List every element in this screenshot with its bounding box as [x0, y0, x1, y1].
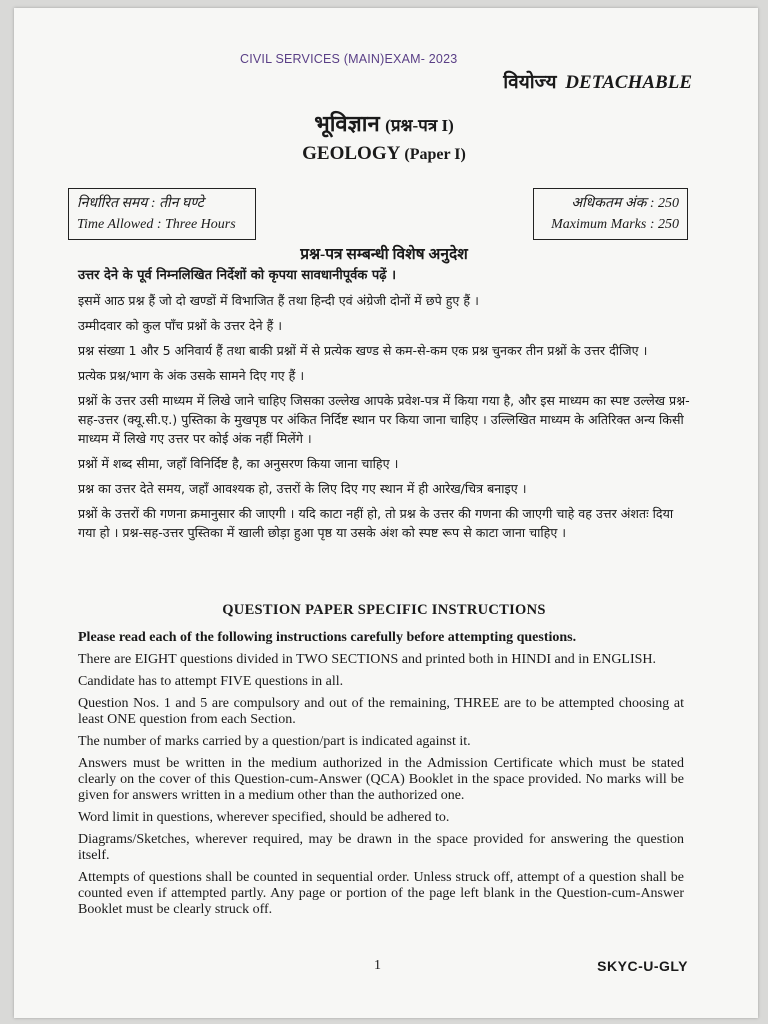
instruction-lead-english: Please read each of the following instructions carefully before attempting questions. [78, 630, 577, 645]
page-number: 1 [374, 958, 381, 973]
detachable-label-hindi: वियोज्य [503, 72, 557, 93]
paper-hindi: (प्रश्न-पत्र I) [385, 116, 454, 135]
time-allowed-english: Time Allowed : Three Hours [77, 217, 236, 232]
paper-code: SKYC-U-GLY [597, 958, 688, 974]
instruction-item-english: Diagrams/Sketches, wherever required, may be drawn in the space provided for answering the question itself. [78, 832, 684, 863]
instruction-item-hindi: प्रश्नों में शब्द सीमा, जहाँ विनिर्दिष्ट है, का अनुसरण किया जाना चाहिए । [78, 456, 399, 471]
instructions-hindi [78, 266, 690, 548]
maximum-marks-hindi: अधिकतम अंक : 250 [571, 196, 679, 211]
instruction-lead-hindi: उत्तर देने के पूर्व निम्नलिखित निर्देशों को कृपया सावधानीपूर्वक पढ़ें । [78, 268, 397, 283]
instructions-heading-hindi: प्रश्न-पत्र सम्बन्धी विशेष अनुदेश [300, 246, 468, 263]
instruction-item-hindi: प्रश्न का उत्तर देते समय, जहाँ आवश्यक हो, उत्तरों के लिए दिए गए स्थान में ही आरेख/चित्र बनाइए । [78, 481, 527, 496]
time-allowed-box [68, 188, 256, 240]
instruction-item-english: The number of marks carried by a question/part is indicated against it. [78, 734, 471, 749]
instruction-item-hindi: प्रत्येक प्रश्न/भाग के अंक उसके सामने दिए गए हैं । [78, 368, 305, 383]
exam-stamp: CIVIL SERVICES (MAIN)EXAM- 2023 [240, 52, 458, 66]
instruction-item-english: Question Nos. 1 and 5 are compulsory and out of the remaining, THREE are to be attempted choosing at least ONE question from each Section. [78, 696, 684, 727]
title-hindi [0, 108, 768, 138]
instruction-item-english: There are EIGHT questions divided in TWO SECTIONS and printed both in HINDI and in ENGLISH. [78, 652, 657, 667]
instruction-item-hindi: प्रश्नों के उत्तर उसी माध्यम में लिखे जाने चाहिए जिसका उल्लेख आपके प्रवेश-पत्र में किया गया है, और इस माध्यम का स्पष्ट उल्लेख प्रश्न-सह-उत्तर (क्यू.सी.ए.) पुस्तिका के मुखपृष्ठ पर अंकित निर्दिष्ट स्थान पर किया जाना चाहिए । उल्लिखित माध्यम के अतिरिक्त अन्य किसी माध्यम में लिखे गए उत्तर पर कोई अंक नहीं मिलेंगे । [78, 393, 690, 446]
subject-english: GEOLOGY [302, 143, 400, 164]
instruction-item-english: Word limit in questions, wherever specified, should be adhered to. [78, 810, 450, 825]
instructions-english [78, 630, 684, 924]
instruction-item-english: Candidate has to attempt FIVE questions in all. [78, 674, 344, 689]
title-english [0, 143, 768, 165]
maximum-marks-english: Maximum Marks : 250 [551, 217, 679, 232]
instruction-item-english: Attempts of questions shall be counted in sequential order. Unless struck off, attempt of a question shall be counted even if attempted partly. Any page or portion of the page left blank in the Question-cum-Answer Booklet must be clearly struck off. [78, 870, 684, 917]
detachable-label [503, 68, 692, 94]
detachable-label-english: DETACHABLE [565, 72, 692, 93]
paper-english: (Paper I) [404, 146, 466, 163]
instructions-heading-english: QUESTION PAPER SPECIFIC INSTRUCTIONS [222, 602, 546, 618]
instruction-item-hindi: उम्मीदवार को कुल पाँच प्रश्नों के उत्तर देने हैं । [78, 318, 283, 333]
instruction-item-hindi: प्रश्न संख्या 1 और 5 अनिवार्य हैं तथा बाकी प्रश्नों में से प्रत्येक खण्ड से कम-से-कम एक प्रश्न चुनकर तीन प्रश्नों के उत्तर दीजिए । [78, 343, 648, 358]
maximum-marks-box [533, 188, 688, 240]
time-allowed-hindi: निर्धारित समय : तीन घण्टे [77, 196, 204, 211]
instruction-item-english: Answers must be written in the medium authorized in the Admission Certificate which must be stated clearly on the cover of this Question-cum-Answer (QCA) Booklet in the space provided. No marks will be given for answers written in a medium other than the authorized one. [78, 756, 684, 803]
instruction-item-hindi: इसमें आठ प्रश्न हैं जो दो खण्डों में विभाजित हैं तथा हिन्दी एवं अंग्रेजी दोनों में छपे हुए हैं । [78, 293, 479, 308]
instruction-item-hindi: प्रश्नों के उत्तरों की गणना क्रमानुसार की जाएगी । यदि काटा नहीं हो, तो प्रश्न के उत्तर की गणना की जाएगी चाहे वह उत्तर अंशतः दिया गया हो । प्रश्न-सह-उत्तर पुस्तिका में खाली छोड़ा हुआ पृष्ठ या उसके अंश को स्पष्ट रूप से काटा जाना चाहिए । [78, 506, 674, 540]
subject-hindi: भूविज्ञान [314, 111, 380, 136]
